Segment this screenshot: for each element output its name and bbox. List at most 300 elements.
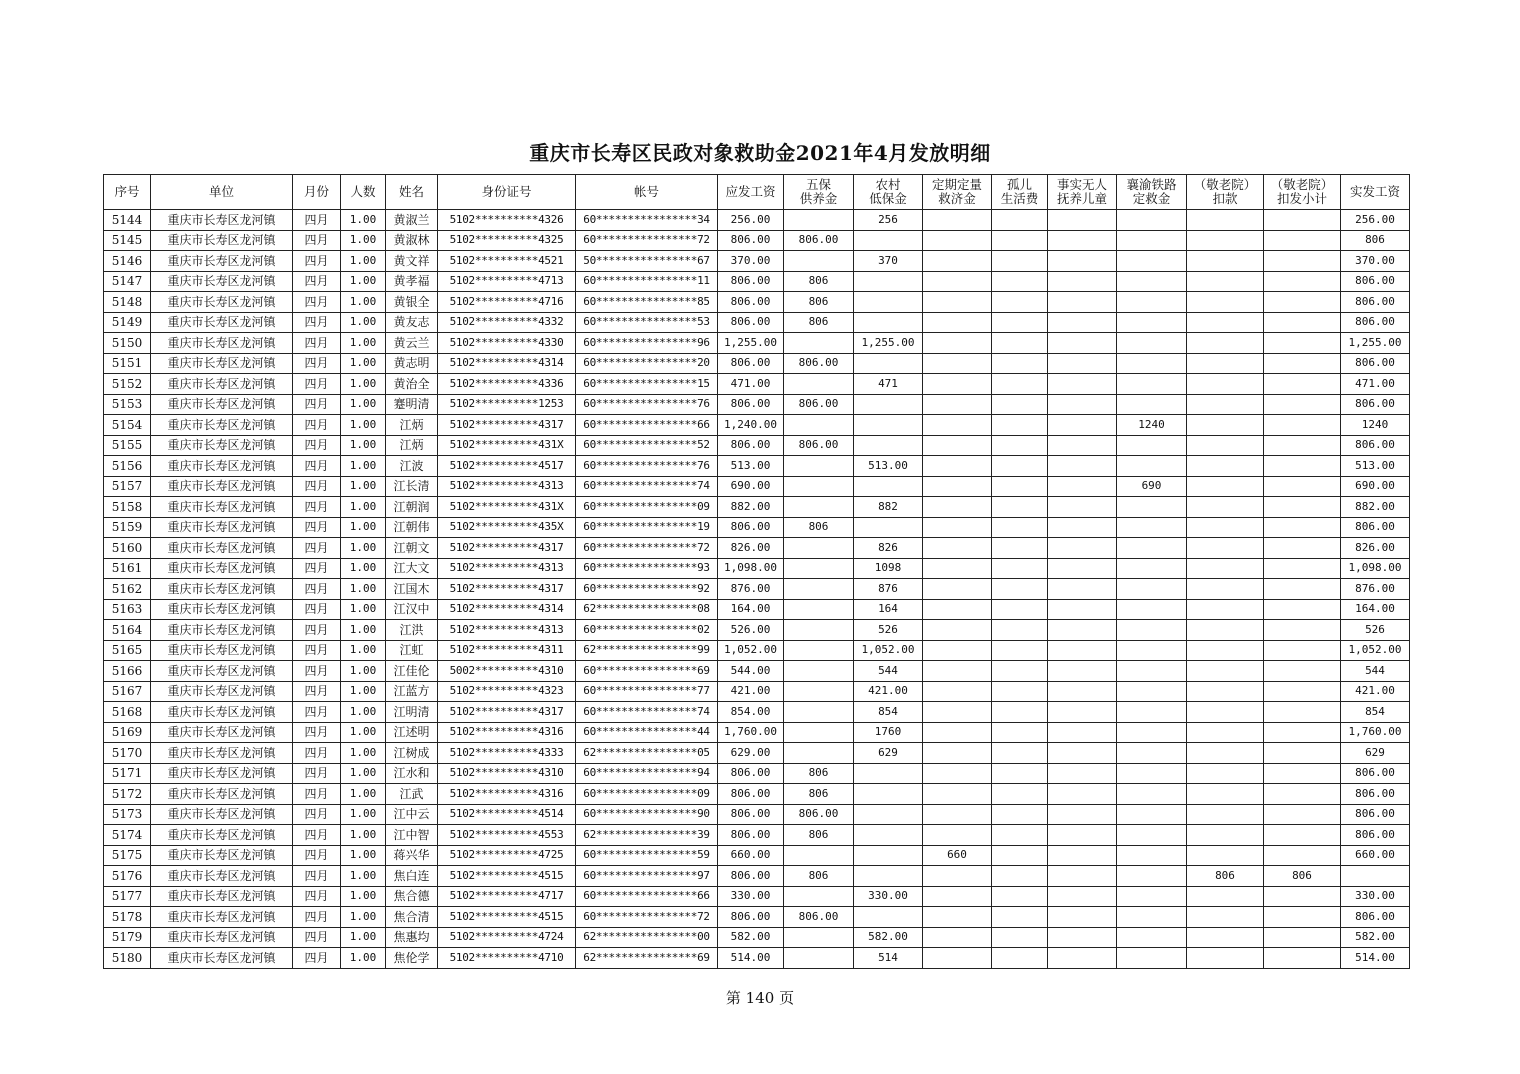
table-row: [104, 312, 1410, 333]
table-row: [104, 579, 1410, 600]
cell-railway: [1117, 722, 1187, 743]
cell-gross-pay: 882.00: [718, 497, 784, 518]
cell-name: 江朝润: [386, 497, 438, 518]
cell-unattended-child: [1048, 722, 1117, 743]
cell-net-pay: 330.00: [1341, 886, 1410, 907]
table-row: [104, 825, 1410, 846]
cell-dibao: 370: [854, 251, 923, 272]
cell-count: 1.00: [341, 415, 386, 436]
cell-orphan: [992, 230, 1048, 251]
cell-unattended-child: [1048, 353, 1117, 374]
cell-orphan: [992, 333, 1048, 354]
cell-wubao: [784, 210, 854, 231]
table-row: [104, 927, 1410, 948]
cell-account: 60****************76: [576, 394, 718, 415]
payment-table: [103, 174, 1410, 969]
cell-name: 江洪: [386, 620, 438, 641]
cell-wubao: [784, 476, 854, 497]
cell-gross-pay: 544.00: [718, 661, 784, 682]
cell-nursing-subtotal: [1264, 538, 1341, 559]
cell-unit: 重庆市长寿区龙河镇: [151, 394, 293, 415]
cell-dibao: [854, 804, 923, 825]
table-row: [104, 353, 1410, 374]
cell-count: 1.00: [341, 722, 386, 743]
cell-nursing-deduction: [1187, 845, 1264, 866]
table-row: [104, 517, 1410, 538]
cell-nursing-subtotal: [1264, 333, 1341, 354]
cell-unattended-child: [1048, 845, 1117, 866]
cell-seq: 5180: [104, 948, 151, 969]
cell-gross-pay: 582.00: [718, 927, 784, 948]
cell-seq: 5171: [104, 763, 151, 784]
cell-account: 60****************34: [576, 210, 718, 231]
header-month: 月份: [293, 175, 341, 210]
cell-orphan: [992, 517, 1048, 538]
cell-nursing-deduction: [1187, 333, 1264, 354]
cell-count: 1.00: [341, 640, 386, 661]
cell-dingqi: [923, 538, 992, 559]
cell-month: 四月: [293, 394, 341, 415]
cell-count: 1.00: [341, 825, 386, 846]
cell-seq: 5153: [104, 394, 151, 415]
cell-orphan: [992, 866, 1048, 887]
cell-dingqi: [923, 948, 992, 969]
cell-dibao: [854, 353, 923, 374]
cell-wubao: [784, 558, 854, 579]
cell-month: 四月: [293, 804, 341, 825]
cell-month: 四月: [293, 763, 341, 784]
cell-name: 江佳伦: [386, 661, 438, 682]
cell-account: 60****************44: [576, 722, 718, 743]
cell-id-number: 5102**********4314: [438, 599, 576, 620]
cell-dingqi: [923, 312, 992, 333]
cell-dibao: [854, 415, 923, 436]
cell-unit: 重庆市长寿区龙河镇: [151, 292, 293, 313]
cell-net-pay: [1341, 866, 1410, 887]
cell-id-number: 5102**********4336: [438, 374, 576, 395]
cell-month: 四月: [293, 640, 341, 661]
cell-dibao: 514: [854, 948, 923, 969]
cell-net-pay: 1,255.00: [1341, 333, 1410, 354]
cell-unit: 重庆市长寿区龙河镇: [151, 948, 293, 969]
cell-nursing-deduction: [1187, 722, 1264, 743]
cell-orphan: [992, 927, 1048, 948]
cell-nursing-subtotal: [1264, 579, 1341, 600]
cell-count: 1.00: [341, 210, 386, 231]
cell-nursing-deduction: [1187, 435, 1264, 456]
cell-nursing-deduction: [1187, 353, 1264, 374]
cell-dibao: [854, 866, 923, 887]
cell-railway: [1117, 210, 1187, 231]
cell-railway: [1117, 743, 1187, 764]
cell-wubao: 806: [784, 271, 854, 292]
cell-orphan: [992, 271, 1048, 292]
cell-net-pay: 629: [1341, 743, 1410, 764]
cell-unit: 重庆市长寿区龙河镇: [151, 497, 293, 518]
cell-wubao: [784, 722, 854, 743]
cell-wubao: 806.00: [784, 230, 854, 251]
table-row: [104, 210, 1410, 231]
cell-name: 蒋兴华: [386, 845, 438, 866]
cell-gross-pay: 806.00: [718, 804, 784, 825]
cell-seq: 5172: [104, 784, 151, 805]
cell-gross-pay: 806.00: [718, 353, 784, 374]
cell-wubao: [784, 620, 854, 641]
cell-name: 黄志明: [386, 353, 438, 374]
cell-seq: 5158: [104, 497, 151, 518]
cell-seq: 5167: [104, 681, 151, 702]
cell-net-pay: 876.00: [1341, 579, 1410, 600]
cell-dibao: [854, 517, 923, 538]
cell-dibao: [854, 271, 923, 292]
cell-name: 焦合清: [386, 907, 438, 928]
cell-unattended-child: [1048, 866, 1117, 887]
cell-account: 60****************90: [576, 804, 718, 825]
cell-net-pay: 471.00: [1341, 374, 1410, 395]
cell-count: 1.00: [341, 620, 386, 641]
cell-unit: 重庆市长寿区龙河镇: [151, 661, 293, 682]
table-row: [104, 886, 1410, 907]
cell-seq: 5174: [104, 825, 151, 846]
cell-account: 62****************39: [576, 825, 718, 846]
cell-month: 四月: [293, 599, 341, 620]
cell-count: 1.00: [341, 763, 386, 784]
cell-month: 四月: [293, 743, 341, 764]
cell-unit: 重庆市长寿区龙河镇: [151, 374, 293, 395]
cell-seq: 5162: [104, 579, 151, 600]
cell-month: 四月: [293, 845, 341, 866]
cell-account: 60****************66: [576, 886, 718, 907]
cell-dingqi: [923, 866, 992, 887]
cell-account: 60****************74: [576, 702, 718, 723]
cell-railway: [1117, 640, 1187, 661]
cell-id-number: 5102**********4517: [438, 456, 576, 477]
cell-dingqi: [923, 394, 992, 415]
cell-dingqi: [923, 763, 992, 784]
cell-nursing-deduction: [1187, 681, 1264, 702]
cell-wubao: [784, 497, 854, 518]
cell-orphan: [992, 251, 1048, 272]
cell-id-number: 5102**********4325: [438, 230, 576, 251]
cell-orphan: [992, 210, 1048, 231]
cell-dibao: [854, 845, 923, 866]
cell-railway: [1117, 292, 1187, 313]
cell-name: 江虹: [386, 640, 438, 661]
cell-wubao: [784, 702, 854, 723]
cell-orphan: [992, 292, 1048, 313]
cell-unit: 重庆市长寿区龙河镇: [151, 415, 293, 436]
cell-id-number: 5102**********4311: [438, 640, 576, 661]
cell-id-number: 5102**********4515: [438, 866, 576, 887]
cell-wubao: 806: [784, 866, 854, 887]
cell-month: 四月: [293, 579, 341, 600]
cell-count: 1.00: [341, 333, 386, 354]
cell-railway: [1117, 271, 1187, 292]
cell-net-pay: 690.00: [1341, 476, 1410, 497]
cell-name: 江中云: [386, 804, 438, 825]
cell-railway: [1117, 579, 1187, 600]
cell-wubao: 806: [784, 292, 854, 313]
cell-count: 1.00: [341, 538, 386, 559]
cell-seq: 5146: [104, 251, 151, 272]
cell-count: 1.00: [341, 271, 386, 292]
cell-net-pay: 806.00: [1341, 825, 1410, 846]
cell-net-pay: 806.00: [1341, 763, 1410, 784]
cell-orphan: [992, 948, 1048, 969]
cell-account: 60****************69: [576, 661, 718, 682]
cell-id-number: 5102**********4515: [438, 907, 576, 928]
cell-gross-pay: 330.00: [718, 886, 784, 907]
table-row: [104, 681, 1410, 702]
cell-dingqi: [923, 271, 992, 292]
cell-railway: [1117, 763, 1187, 784]
cell-seq: 5156: [104, 456, 151, 477]
cell-month: 四月: [293, 435, 341, 456]
cell-unit: 重庆市长寿区龙河镇: [151, 599, 293, 620]
cell-count: 1.00: [341, 497, 386, 518]
cell-net-pay: 806.00: [1341, 353, 1410, 374]
cell-dibao: 256: [854, 210, 923, 231]
cell-month: 四月: [293, 333, 341, 354]
cell-month: 四月: [293, 702, 341, 723]
cell-unit: 重庆市长寿区龙河镇: [151, 353, 293, 374]
cell-orphan: [992, 620, 1048, 641]
cell-nursing-subtotal: [1264, 599, 1341, 620]
cell-count: 1.00: [341, 558, 386, 579]
cell-seq: 5166: [104, 661, 151, 682]
cell-gross-pay: 806.00: [718, 292, 784, 313]
cell-net-pay: 1,760.00: [1341, 722, 1410, 743]
cell-orphan: [992, 497, 1048, 518]
cell-railway: [1117, 497, 1187, 518]
cell-nursing-subtotal: [1264, 948, 1341, 969]
cell-nursing-subtotal: 806: [1264, 866, 1341, 887]
cell-nursing-subtotal: [1264, 743, 1341, 764]
cell-orphan: [992, 743, 1048, 764]
cell-wubao: 806.00: [784, 353, 854, 374]
cell-unit: 重庆市长寿区龙河镇: [151, 333, 293, 354]
cell-nursing-subtotal: [1264, 845, 1341, 866]
cell-railway: [1117, 661, 1187, 682]
cell-seq: 5149: [104, 312, 151, 333]
cell-orphan: [992, 907, 1048, 928]
cell-net-pay: 1,052.00: [1341, 640, 1410, 661]
cell-wubao: [784, 886, 854, 907]
cell-unit: 重庆市长寿区龙河镇: [151, 681, 293, 702]
cell-dingqi: [923, 353, 992, 374]
cell-account: 60****************72: [576, 907, 718, 928]
cell-nursing-deduction: [1187, 620, 1264, 641]
cell-name: 江长清: [386, 476, 438, 497]
cell-unit: 重庆市长寿区龙河镇: [151, 886, 293, 907]
cell-unit: 重庆市长寿区龙河镇: [151, 866, 293, 887]
table-row: [104, 476, 1410, 497]
cell-orphan: [992, 845, 1048, 866]
cell-count: 1.00: [341, 661, 386, 682]
cell-id-number: 5102**********4330: [438, 333, 576, 354]
cell-gross-pay: 806.00: [718, 230, 784, 251]
cell-nursing-deduction: [1187, 579, 1264, 600]
cell-dingqi: [923, 251, 992, 272]
cell-wubao: [784, 415, 854, 436]
cell-name: 江中智: [386, 825, 438, 846]
cell-seq: 5177: [104, 886, 151, 907]
header-dingqi: 定期定量 救济金: [923, 175, 992, 210]
cell-nursing-subtotal: [1264, 415, 1341, 436]
cell-wubao: 806: [784, 517, 854, 538]
cell-gross-pay: 806.00: [718, 271, 784, 292]
cell-id-number: 5102**********4316: [438, 722, 576, 743]
cell-nursing-deduction: [1187, 230, 1264, 251]
cell-nursing-subtotal: [1264, 292, 1341, 313]
cell-count: 1.00: [341, 599, 386, 620]
table-row: [104, 497, 1410, 518]
cell-net-pay: 582.00: [1341, 927, 1410, 948]
cell-unattended-child: [1048, 415, 1117, 436]
cell-id-number: 5102**********4713: [438, 271, 576, 292]
cell-nursing-subtotal: [1264, 661, 1341, 682]
cell-unit: 重庆市长寿区龙河镇: [151, 763, 293, 784]
cell-unattended-child: [1048, 271, 1117, 292]
cell-name: 江朝伟: [386, 517, 438, 538]
cell-dibao: 876: [854, 579, 923, 600]
cell-gross-pay: 806.00: [718, 866, 784, 887]
cell-dingqi: [923, 579, 992, 600]
cell-seq: 5150: [104, 333, 151, 354]
cell-dingqi: [923, 210, 992, 231]
cell-nursing-deduction: [1187, 251, 1264, 272]
cell-orphan: [992, 579, 1048, 600]
cell-account: 60****************11: [576, 271, 718, 292]
header-nursing-deduction: （敬老院） 扣款: [1187, 175, 1264, 210]
cell-orphan: [992, 558, 1048, 579]
cell-seq: 5151: [104, 353, 151, 374]
cell-gross-pay: 806.00: [718, 312, 784, 333]
cell-count: 1.00: [341, 866, 386, 887]
cell-wubao: [784, 743, 854, 764]
cell-nursing-subtotal: [1264, 394, 1341, 415]
cell-dingqi: [923, 333, 992, 354]
cell-nursing-subtotal: [1264, 804, 1341, 825]
cell-name: 江炳: [386, 415, 438, 436]
cell-count: 1.00: [341, 681, 386, 702]
cell-unattended-child: [1048, 435, 1117, 456]
cell-wubao: [784, 599, 854, 620]
cell-seq: 5164: [104, 620, 151, 641]
cell-account: 60****************02: [576, 620, 718, 641]
cell-dingqi: [923, 517, 992, 538]
cell-nursing-subtotal: [1264, 271, 1341, 292]
cell-month: 四月: [293, 374, 341, 395]
cell-id-number: 5102**********4317: [438, 702, 576, 723]
table-row: [104, 435, 1410, 456]
cell-gross-pay: 876.00: [718, 579, 784, 600]
cell-count: 1.00: [341, 784, 386, 805]
cell-dibao: [854, 230, 923, 251]
cell-name: 江明清: [386, 702, 438, 723]
cell-nursing-subtotal: [1264, 374, 1341, 395]
cell-orphan: [992, 702, 1048, 723]
cell-name: 江波: [386, 456, 438, 477]
cell-seq: 5155: [104, 435, 151, 456]
cell-dibao: [854, 394, 923, 415]
header-orphan: 孤儿 生活费: [992, 175, 1048, 210]
cell-dibao: 826: [854, 538, 923, 559]
cell-dingqi: [923, 927, 992, 948]
cell-nursing-subtotal: [1264, 620, 1341, 641]
cell-gross-pay: 526.00: [718, 620, 784, 641]
cell-gross-pay: 471.00: [718, 374, 784, 395]
cell-unattended-child: [1048, 230, 1117, 251]
cell-wubao: 806: [784, 825, 854, 846]
cell-seq: 5152: [104, 374, 151, 395]
table-row: [104, 374, 1410, 395]
table-row: [104, 907, 1410, 928]
header-gross-pay: 应发工资: [718, 175, 784, 210]
cell-dingqi: [923, 640, 992, 661]
cell-nursing-deduction: [1187, 661, 1264, 682]
cell-dibao: 882: [854, 497, 923, 518]
cell-month: 四月: [293, 620, 341, 641]
cell-dibao: 1,052.00: [854, 640, 923, 661]
cell-nursing-deduction: [1187, 927, 1264, 948]
cell-dibao: 164: [854, 599, 923, 620]
cell-unattended-child: [1048, 640, 1117, 661]
cell-seq: 5159: [104, 517, 151, 538]
cell-net-pay: 806.00: [1341, 907, 1410, 928]
cell-account: 60****************20: [576, 353, 718, 374]
cell-railway: [1117, 312, 1187, 333]
cell-nursing-subtotal: [1264, 312, 1341, 333]
cell-railway: 1240: [1117, 415, 1187, 436]
cell-railway: [1117, 927, 1187, 948]
cell-net-pay: 1240: [1341, 415, 1410, 436]
cell-nursing-deduction: [1187, 210, 1264, 231]
cell-name: 江水和: [386, 763, 438, 784]
cell-nursing-deduction: [1187, 538, 1264, 559]
cell-wubao: [784, 251, 854, 272]
cell-count: 1.00: [341, 251, 386, 272]
cell-nursing-subtotal: [1264, 825, 1341, 846]
cell-dibao: 854: [854, 702, 923, 723]
cell-month: 四月: [293, 292, 341, 313]
cell-net-pay: 806.00: [1341, 394, 1410, 415]
cell-seq: 5147: [104, 271, 151, 292]
cell-dibao: [854, 825, 923, 846]
cell-count: 1.00: [341, 845, 386, 866]
cell-orphan: [992, 476, 1048, 497]
cell-id-number: 5102**********4333: [438, 743, 576, 764]
cell-name: 焦惠均: [386, 927, 438, 948]
cell-account: 60****************77: [576, 681, 718, 702]
cell-id-number: 5102**********4514: [438, 804, 576, 825]
cell-orphan: [992, 456, 1048, 477]
cell-count: 1.00: [341, 374, 386, 395]
cell-wubao: 806.00: [784, 804, 854, 825]
cell-month: 四月: [293, 538, 341, 559]
cell-orphan: [992, 886, 1048, 907]
cell-nursing-subtotal: [1264, 681, 1341, 702]
cell-unattended-child: [1048, 620, 1117, 641]
cell-nursing-deduction: [1187, 763, 1264, 784]
cell-railway: [1117, 866, 1187, 887]
cell-dingqi: [923, 886, 992, 907]
table-row: [104, 394, 1410, 415]
table-row: [104, 784, 1410, 805]
cell-wubao: [784, 579, 854, 600]
cell-nursing-deduction: [1187, 558, 1264, 579]
cell-net-pay: 526: [1341, 620, 1410, 641]
